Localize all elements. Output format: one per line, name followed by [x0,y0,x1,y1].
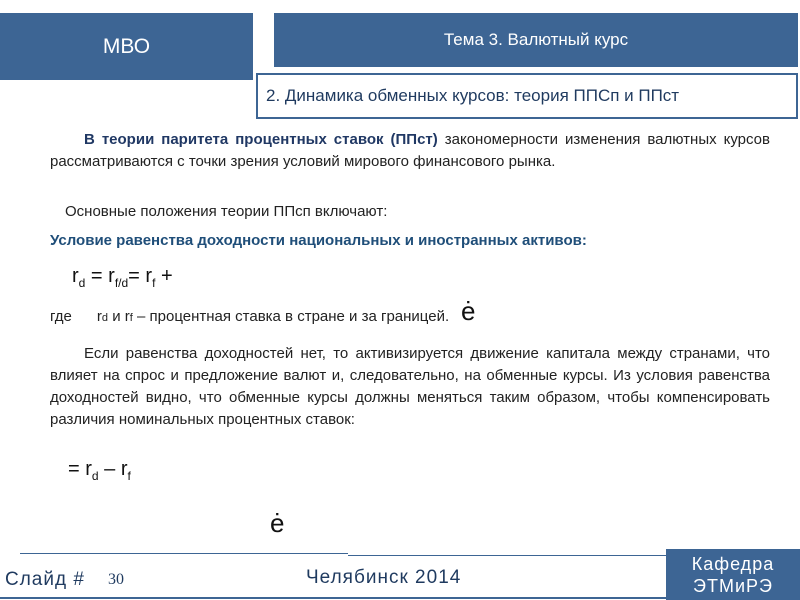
topic-title: Тема 3. Валютный курс [443,30,629,49]
section-badge-label: МВО [102,34,151,58]
intro-paragraph [50,129,770,173]
slide-subtitle-box [256,73,798,119]
department-line-2: ЭТМиРЭ [693,575,773,596]
slide-subtitle: 2. Динамика обменных курсов: теория ППСп и ППст [266,86,680,105]
e-dot-symbol: ė [461,296,476,326]
slide-label: Слайд # [5,569,85,590]
intro-bold-term: В теории паритета процентных ставок (ППст) [84,131,438,148]
topic-banner [274,13,798,67]
e-dot-symbol: ė [270,508,285,538]
formula-difference: = $r_d - r_f$ [68,458,131,483]
slide-number: 30 [108,571,124,588]
where-definition: где rd и rf – процентная ставка в стране и за границей. [50,308,450,325]
footer-divider [20,553,348,554]
footer-city-year: Челябинск 2014 [306,567,462,588]
footer-bottom-line [0,597,666,599]
formula-parity: $r_d = r_{f/d}= r_f$ + [72,265,173,290]
department-line-1: Кафедра [691,553,775,574]
intro-text: закономерности изменения валютных курсов рассматриваются с точки зрения условий мирового финансового рынка. [50,131,770,170]
department-badge [666,549,800,600]
footer-divider [348,555,666,556]
section-badge [0,13,253,80]
explanation-paragraph: Если равенства доходностей нет, то активизируется движение капитала между странами, что влияет на спрос и предложение валют и, следовательно, на обменные курсы. Из условия равенства доходностей видно, что обменные курсы должны меняться таким образом, чтобы компенсировать различия номинальных процентных ставок: [50,345,770,428]
main-points-line: Основные положения теории ППсп включают: [65,203,388,220]
condition-heading: Условие равенства доходности национальных и иностранных активов: [50,232,587,249]
